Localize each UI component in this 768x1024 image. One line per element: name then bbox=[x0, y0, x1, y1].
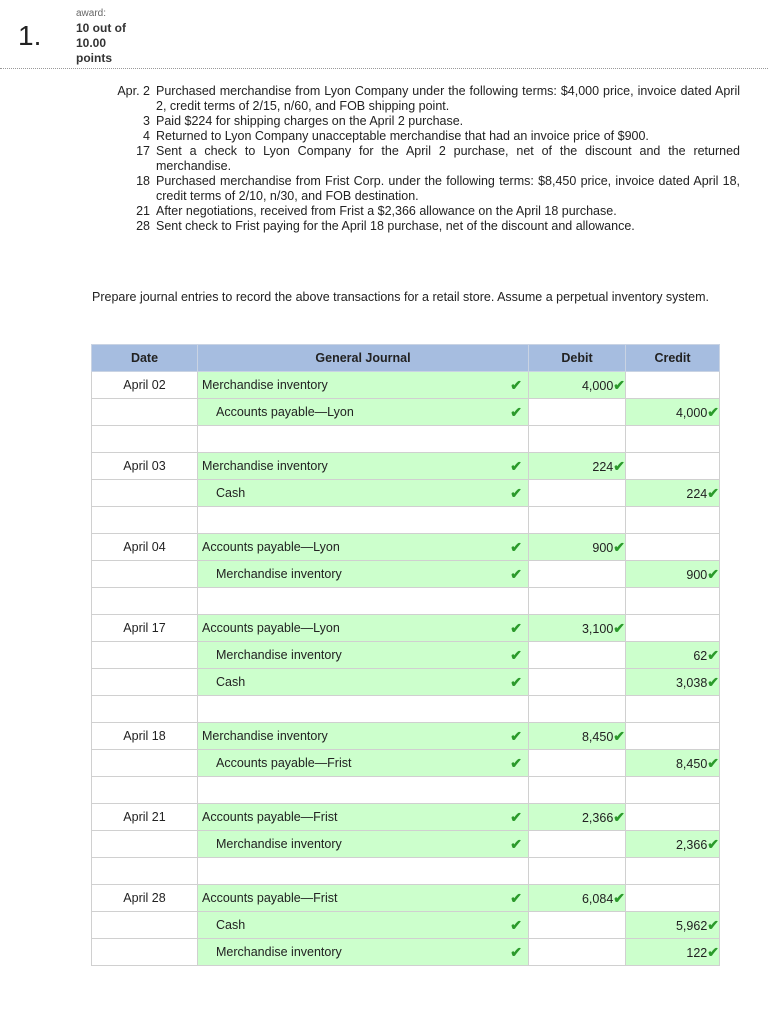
question-number: 1. bbox=[18, 20, 42, 51]
credit-amount: 900 bbox=[686, 567, 708, 582]
credit-cell[interactable] bbox=[626, 669, 720, 696]
account-name: Merchandise inventory bbox=[216, 945, 342, 959]
checkmark-icon: ✔ bbox=[613, 457, 625, 474]
credit-cell[interactable] bbox=[626, 480, 720, 507]
empty-cell bbox=[626, 426, 720, 453]
debit-cell[interactable] bbox=[529, 912, 626, 939]
debit-amount: 4,000 bbox=[581, 378, 614, 393]
transaction-date: 21 bbox=[136, 204, 150, 218]
journal-row bbox=[92, 669, 720, 696]
checkmark-icon: ✔ bbox=[510, 943, 522, 960]
account-cell[interactable] bbox=[198, 723, 529, 750]
account-entry bbox=[198, 755, 528, 772]
account-entry bbox=[198, 377, 528, 394]
credit-cell[interactable] bbox=[626, 534, 720, 561]
checkmark-icon: ✔ bbox=[707, 916, 719, 933]
debit-cell[interactable] bbox=[529, 723, 626, 750]
credit-amount: 62 bbox=[693, 648, 708, 663]
checkmark-icon: ✔ bbox=[707, 754, 719, 771]
account-cell[interactable] bbox=[198, 912, 529, 939]
account-cell[interactable] bbox=[198, 885, 529, 912]
transaction-date: 17 bbox=[136, 144, 150, 158]
checkmark-icon: ✔ bbox=[510, 889, 522, 906]
account-entry bbox=[198, 674, 528, 691]
account-entry bbox=[198, 458, 528, 475]
date-cell bbox=[92, 669, 198, 696]
account-name: Accounts payable—Lyon bbox=[202, 540, 340, 554]
empty-cell bbox=[198, 696, 529, 723]
checkmark-icon: ✔ bbox=[510, 457, 522, 474]
journal-row bbox=[92, 885, 720, 912]
account-entry bbox=[198, 647, 528, 664]
account-name: Accounts payable—Frist bbox=[202, 810, 338, 824]
journal-row bbox=[92, 912, 720, 939]
empty-cell bbox=[626, 696, 720, 723]
checkmark-icon: ✔ bbox=[510, 565, 522, 582]
empty-cell bbox=[529, 507, 626, 534]
debit-amount: 8,450 bbox=[581, 729, 614, 744]
journal-row bbox=[92, 804, 720, 831]
checkmark-icon: ✔ bbox=[707, 835, 719, 852]
transaction-date: Apr. 2 bbox=[117, 84, 150, 98]
empty-cell bbox=[626, 507, 720, 534]
journal-row bbox=[92, 372, 720, 399]
table-header-row bbox=[92, 345, 720, 372]
journal-row bbox=[92, 453, 720, 480]
account-cell[interactable] bbox=[198, 453, 529, 480]
account-name: Cash bbox=[216, 675, 246, 689]
debit-cell[interactable] bbox=[529, 615, 626, 642]
header-general-journal: General Journal bbox=[198, 345, 529, 372]
empty-cell bbox=[626, 858, 720, 885]
date-cell: April 18 bbox=[92, 723, 198, 750]
credit-amount: 4,000 bbox=[675, 405, 708, 420]
transaction-item bbox=[92, 84, 740, 114]
account-name: Merchandise inventory bbox=[202, 378, 328, 392]
empty-cell bbox=[529, 777, 626, 804]
debit-amount: 900 bbox=[592, 540, 614, 555]
credit-amount: 2,366 bbox=[675, 837, 708, 852]
journal-row bbox=[92, 480, 720, 507]
empty-cell bbox=[92, 588, 198, 615]
date-cell bbox=[92, 912, 198, 939]
checkmark-icon: ✔ bbox=[707, 943, 719, 960]
account-name: Merchandise inventory bbox=[216, 567, 342, 581]
debit-cell[interactable] bbox=[529, 669, 626, 696]
award-label: award: bbox=[76, 8, 107, 19]
journal-row bbox=[92, 399, 720, 426]
account-name: Accounts payable—Frist bbox=[202, 891, 338, 905]
checkmark-icon: ✔ bbox=[510, 754, 522, 771]
account-name: Cash bbox=[216, 486, 246, 500]
credit-cell[interactable] bbox=[626, 615, 720, 642]
account-name: Cash bbox=[216, 918, 246, 932]
account-entry bbox=[198, 944, 528, 961]
credit-cell[interactable] bbox=[626, 939, 720, 966]
header-debit: Debit bbox=[529, 345, 626, 372]
checkmark-icon: ✔ bbox=[707, 646, 719, 663]
credit-cell[interactable] bbox=[626, 561, 720, 588]
credit-cell[interactable] bbox=[626, 912, 720, 939]
transaction-date: 3 bbox=[143, 114, 150, 128]
account-entry bbox=[198, 404, 528, 421]
debit-amount: 224 bbox=[592, 459, 614, 474]
spacer-row bbox=[92, 777, 720, 804]
debit-cell[interactable] bbox=[529, 939, 626, 966]
journal-row bbox=[92, 561, 720, 588]
empty-cell bbox=[529, 696, 626, 723]
account-cell[interactable] bbox=[198, 804, 529, 831]
transaction-date: 4 bbox=[143, 129, 150, 143]
date-cell: April 17 bbox=[92, 615, 198, 642]
checkmark-icon: ✔ bbox=[707, 403, 719, 420]
date-cell bbox=[92, 399, 198, 426]
debit-cell[interactable] bbox=[529, 480, 626, 507]
credit-amount: 224 bbox=[686, 486, 708, 501]
account-cell[interactable] bbox=[198, 534, 529, 561]
checkmark-icon: ✔ bbox=[510, 538, 522, 555]
credit-amount: 122 bbox=[686, 945, 708, 960]
account-cell[interactable] bbox=[198, 480, 529, 507]
account-cell[interactable] bbox=[198, 372, 529, 399]
journal-row bbox=[92, 534, 720, 561]
score-line-1: 10 out of bbox=[76, 20, 126, 35]
empty-cell bbox=[92, 777, 198, 804]
date-cell: April 21 bbox=[92, 804, 198, 831]
transaction-text: Purchased merchandise from Lyon Company under the following terms: $4,000 price, invoice dated April 2, credit terms of 2/15, n/60, and FOB shipping point. bbox=[156, 84, 740, 113]
empty-cell bbox=[92, 507, 198, 534]
general-journal-table bbox=[91, 344, 720, 966]
credit-cell[interactable] bbox=[626, 885, 720, 912]
checkmark-icon: ✔ bbox=[510, 619, 522, 636]
checkmark-icon: ✔ bbox=[613, 889, 625, 906]
transaction-item bbox=[92, 204, 740, 219]
debit-amount: 3,100 bbox=[581, 621, 614, 636]
account-name: Merchandise inventory bbox=[216, 837, 342, 851]
debit-cell[interactable] bbox=[529, 453, 626, 480]
date-cell bbox=[92, 831, 198, 858]
checkmark-icon: ✔ bbox=[707, 484, 719, 501]
award-block bbox=[76, 8, 126, 66]
journal-row bbox=[92, 642, 720, 669]
account-entry bbox=[198, 620, 528, 637]
journal-row bbox=[92, 615, 720, 642]
debit-cell[interactable] bbox=[529, 831, 626, 858]
checkmark-icon: ✔ bbox=[613, 727, 625, 744]
account-name: Accounts payable—Frist bbox=[216, 756, 352, 770]
debit-cell[interactable] bbox=[529, 399, 626, 426]
debit-cell[interactable] bbox=[529, 534, 626, 561]
credit-cell[interactable] bbox=[626, 399, 720, 426]
debit-cell[interactable] bbox=[529, 804, 626, 831]
empty-cell bbox=[92, 426, 198, 453]
transaction-text: Returned to Lyon Company unacceptable merchandise that had an invoice price of $900. bbox=[156, 129, 649, 143]
checkmark-icon: ✔ bbox=[510, 835, 522, 852]
date-cell bbox=[92, 939, 198, 966]
debit-cell[interactable] bbox=[529, 750, 626, 777]
transaction-item bbox=[92, 174, 740, 204]
header-credit: Credit bbox=[626, 345, 720, 372]
account-name: Merchandise inventory bbox=[216, 648, 342, 662]
account-cell[interactable] bbox=[198, 642, 529, 669]
credit-cell[interactable] bbox=[626, 804, 720, 831]
checkmark-icon: ✔ bbox=[510, 484, 522, 501]
debit-cell[interactable] bbox=[529, 642, 626, 669]
empty-cell bbox=[626, 777, 720, 804]
credit-cell[interactable] bbox=[626, 372, 720, 399]
credit-cell[interactable] bbox=[626, 642, 720, 669]
account-name: Accounts payable—Lyon bbox=[202, 621, 340, 635]
account-entry bbox=[198, 566, 528, 583]
debit-amount: 6,084 bbox=[581, 891, 614, 906]
date-cell bbox=[92, 642, 198, 669]
account-cell[interactable] bbox=[198, 939, 529, 966]
account-cell[interactable] bbox=[198, 399, 529, 426]
date-cell: April 04 bbox=[92, 534, 198, 561]
checkmark-icon: ✔ bbox=[707, 565, 719, 582]
credit-amount: 3,038 bbox=[675, 675, 708, 690]
header-date: Date bbox=[92, 345, 198, 372]
date-cell bbox=[92, 561, 198, 588]
account-entry bbox=[198, 728, 528, 745]
credit-amount: 8,450 bbox=[675, 756, 708, 771]
date-cell bbox=[92, 750, 198, 777]
credit-cell[interactable] bbox=[626, 723, 720, 750]
empty-cell bbox=[626, 588, 720, 615]
empty-cell bbox=[92, 858, 198, 885]
empty-cell bbox=[529, 588, 626, 615]
empty-cell bbox=[198, 858, 529, 885]
account-cell[interactable] bbox=[198, 750, 529, 777]
empty-cell bbox=[529, 426, 626, 453]
transaction-text: Paid $224 for shipping charges on the April 2 purchase. bbox=[156, 114, 464, 128]
spacer-row bbox=[92, 696, 720, 723]
account-entry bbox=[198, 809, 528, 826]
journal-row bbox=[92, 750, 720, 777]
debit-amount: 2,366 bbox=[581, 810, 614, 825]
checkmark-icon: ✔ bbox=[613, 808, 625, 825]
date-cell: April 03 bbox=[92, 453, 198, 480]
credit-amount: 5,962 bbox=[675, 918, 708, 933]
transaction-item bbox=[92, 219, 740, 234]
transaction-text: Purchased merchandise from Frist Corp. under the following terms: $8,450 price, invoice dated April 18, credit terms of 2/10, n/30, and FOB destination. bbox=[156, 174, 740, 203]
transaction-item bbox=[92, 144, 740, 174]
checkmark-icon: ✔ bbox=[510, 376, 522, 393]
checkmark-icon: ✔ bbox=[510, 646, 522, 663]
transaction-item bbox=[92, 129, 740, 144]
score-line-2: 10.00 bbox=[76, 35, 107, 50]
journal-row bbox=[92, 939, 720, 966]
checkmark-icon: ✔ bbox=[613, 538, 625, 555]
spacer-row bbox=[92, 858, 720, 885]
account-entry bbox=[198, 917, 528, 934]
date-cell bbox=[92, 480, 198, 507]
checkmark-icon: ✔ bbox=[510, 727, 522, 744]
debit-cell[interactable] bbox=[529, 885, 626, 912]
spacer-row bbox=[92, 588, 720, 615]
transaction-date: 18 bbox=[136, 174, 150, 188]
empty-cell bbox=[198, 588, 529, 615]
empty-cell bbox=[92, 696, 198, 723]
credit-cell[interactable] bbox=[626, 453, 720, 480]
account-name: Merchandise inventory bbox=[202, 729, 328, 743]
date-cell: April 28 bbox=[92, 885, 198, 912]
account-cell[interactable] bbox=[198, 669, 529, 696]
transaction-text: Sent a check to Lyon Company for the April 2 purchase, net of the discount and the returned merchandise. bbox=[156, 144, 740, 173]
checkmark-icon: ✔ bbox=[613, 619, 625, 636]
account-entry bbox=[198, 890, 528, 907]
empty-cell bbox=[529, 858, 626, 885]
instructions-prompt: Prepare journal entries to record the above transactions for a retail store. Assume a perpetual inventory system. bbox=[92, 290, 709, 304]
checkmark-icon: ✔ bbox=[510, 673, 522, 690]
account-name: Accounts payable—Lyon bbox=[216, 405, 354, 419]
spacer-row bbox=[92, 426, 720, 453]
checkmark-icon: ✔ bbox=[510, 403, 522, 420]
account-cell[interactable] bbox=[198, 561, 529, 588]
account-entry bbox=[198, 539, 528, 556]
transaction-text: Sent check to Frist paying for the April 18 purchase, net of the discount and allowance. bbox=[156, 219, 635, 233]
transaction-date: 28 bbox=[136, 219, 150, 233]
credit-cell[interactable] bbox=[626, 831, 720, 858]
account-name: Merchandise inventory bbox=[202, 459, 328, 473]
spacer-row bbox=[92, 507, 720, 534]
account-cell[interactable] bbox=[198, 615, 529, 642]
account-cell[interactable] bbox=[198, 831, 529, 858]
checkmark-icon: ✔ bbox=[510, 808, 522, 825]
empty-cell bbox=[198, 777, 529, 804]
score-line-3: points bbox=[76, 50, 112, 65]
debit-cell[interactable] bbox=[529, 561, 626, 588]
checkmark-icon: ✔ bbox=[707, 673, 719, 690]
account-entry bbox=[198, 485, 528, 502]
empty-cell bbox=[198, 426, 529, 453]
empty-cell bbox=[198, 507, 529, 534]
date-cell: April 02 bbox=[92, 372, 198, 399]
transaction-item bbox=[92, 114, 740, 129]
journal-row bbox=[92, 723, 720, 750]
checkmark-icon: ✔ bbox=[510, 916, 522, 933]
credit-cell[interactable] bbox=[626, 750, 720, 777]
journal-row bbox=[92, 831, 720, 858]
dotted-divider bbox=[0, 68, 768, 69]
checkmark-icon: ✔ bbox=[613, 376, 625, 393]
transaction-list bbox=[92, 84, 740, 234]
account-entry bbox=[198, 836, 528, 853]
transaction-text: After negotiations, received from Frist a $2,366 allowance on the April 18 purchase. bbox=[156, 204, 617, 218]
debit-cell[interactable] bbox=[529, 372, 626, 399]
